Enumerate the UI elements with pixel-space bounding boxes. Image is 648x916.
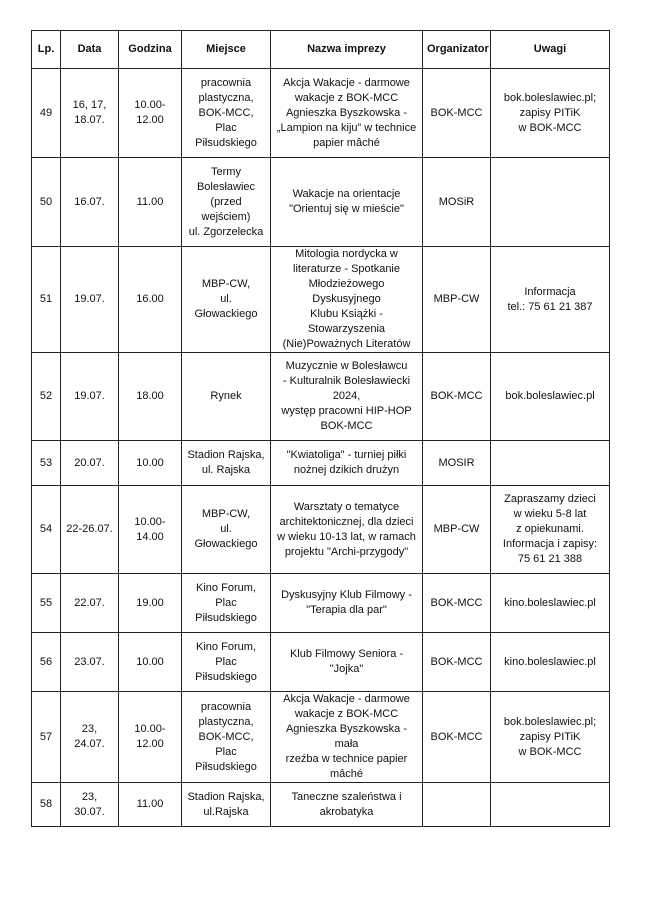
cell-data: 16, 17, 18.07. [61, 69, 119, 158]
cell-organizator [423, 783, 491, 827]
cell-godzina: 16.00 [119, 247, 182, 353]
cell-data: 20.07. [61, 441, 119, 486]
cell-data: 19.07. [61, 247, 119, 353]
cell-nazwa-imprezy: Muzycznie w Bolesławcu - Kulturalnik Bolesławiecki 2024, występ pracowni HIP-HOP BOK-MCC [271, 353, 423, 441]
header-godzina: Godzina [119, 31, 182, 69]
cell-lp: 51 [32, 247, 61, 353]
cell-uwagi [491, 441, 610, 486]
header-data: Data [61, 31, 119, 69]
cell-nazwa-imprezy: Akcja Wakacje - darmowe wakacje z BOK-MCC Agnieszka Byszkowska - mała rzeźba w technice papier mâché [271, 692, 423, 783]
cell-godzina: 19.00 [119, 574, 182, 633]
cell-lp: 56 [32, 633, 61, 692]
cell-miejsce: pracownia plastyczna, BOK-MCC, Plac Piłsudskiego [182, 69, 271, 158]
table-row [32, 353, 610, 441]
cell-nazwa-imprezy: Klub Filmowy Seniora - "Jojka" [271, 633, 423, 692]
cell-organizator: BOK-MCC [423, 353, 491, 441]
header-organizator: Organizator [423, 31, 491, 69]
cell-nazwa-imprezy: "Kwiatoliga" - turniej piłki nożnej dzikich drużyn [271, 441, 423, 486]
header-miejsce: Miejsce [182, 31, 271, 69]
cell-godzina: 10.00- 14.00 [119, 486, 182, 574]
cell-miejsce: Termy Bolesławiec (przed wejściem) ul. Zgorzelecka [182, 158, 271, 247]
cell-godzina: 10.00- 12.00 [119, 692, 182, 783]
table-row [32, 633, 610, 692]
cell-data: 23, 30.07. [61, 783, 119, 827]
cell-lp: 49 [32, 69, 61, 158]
table-row [32, 158, 610, 247]
cell-uwagi [491, 158, 610, 247]
cell-organizator: BOK-MCC [423, 633, 491, 692]
cell-godzina: 11.00 [119, 783, 182, 827]
cell-organizator: MOSiR [423, 158, 491, 247]
cell-nazwa-imprezy: Mitologia nordycka w literaturze - Spotkanie Młodzieżowego Dyskusyjnego Klubu Książki - Stowarzyszenia (Nie)Poważnych Literatów [271, 247, 423, 353]
cell-nazwa-imprezy: Akcja Wakacje - darmowe wakacje z BOK-MCC Agnieszka Byszkowska - „Lampion na kiju” w technice papier mâché [271, 69, 423, 158]
cell-uwagi: bok.boleslawiec.pl; zapisy PITiK w BOK-MCC [491, 69, 610, 158]
cell-uwagi [491, 783, 610, 827]
cell-nazwa-imprezy: Wakacje na orientacje "Orientuj się w mieście" [271, 158, 423, 247]
cell-miejsce: MBP-CW, ul. Głowackiego [182, 486, 271, 574]
header-uwagi: Uwagi [491, 31, 610, 69]
cell-data: 19.07. [61, 353, 119, 441]
cell-data: 22.07. [61, 574, 119, 633]
cell-uwagi: bok.boleslawiec.pl [491, 353, 610, 441]
cell-organizator: BOK-MCC [423, 574, 491, 633]
cell-miejsce: pracownia plastyczna, BOK-MCC, Plac Piłsudskiego [182, 692, 271, 783]
cell-lp: 55 [32, 574, 61, 633]
cell-godzina: 10.00 [119, 633, 182, 692]
cell-lp: 52 [32, 353, 61, 441]
cell-lp: 54 [32, 486, 61, 574]
cell-lp: 53 [32, 441, 61, 486]
cell-miejsce: MBP-CW, ul. Głowackiego [182, 247, 271, 353]
cell-uwagi: bok.boleslawiec.pl; zapisy PITiK w BOK-MCC [491, 692, 610, 783]
cell-godzina: 18.00 [119, 353, 182, 441]
cell-miejsce: Rynek [182, 353, 271, 441]
cell-organizator: MBP-CW [423, 486, 491, 574]
table-row [32, 247, 610, 353]
cell-godzina: 10.00 [119, 441, 182, 486]
cell-data: 23.07. [61, 633, 119, 692]
cell-uwagi: Zapraszamy dzieci w wieku 5-8 lat z opiekunami. Informacja i zapisy: 75 61 21 388 [491, 486, 610, 574]
cell-nazwa-imprezy: Taneczne szaleństwa i akrobatyka [271, 783, 423, 827]
cell-lp: 50 [32, 158, 61, 247]
table-row [32, 69, 610, 158]
cell-organizator: BOK-MCC [423, 692, 491, 783]
cell-organizator: MOSIR [423, 441, 491, 486]
table-row [32, 783, 610, 827]
header-lp: Lp. [32, 31, 61, 69]
cell-data: 23, 24.07. [61, 692, 119, 783]
table-row [32, 486, 610, 574]
cell-organizator: MBP-CW [423, 247, 491, 353]
table-row [32, 441, 610, 486]
cell-nazwa-imprezy: Dyskusyjny Klub Filmowy - "Terapia dla par" [271, 574, 423, 633]
cell-miejsce: Kino Forum, Plac Piłsudskiego [182, 633, 271, 692]
cell-data: 22-26.07. [61, 486, 119, 574]
header-nazwa-imprezy: Nazwa imprezy [271, 31, 423, 69]
cell-godzina: 10.00- 12.00 [119, 69, 182, 158]
cell-organizator: BOK-MCC [423, 69, 491, 158]
cell-nazwa-imprezy: Warsztaty o tematyce architektonicznej, dla dzieci w wieku 10-13 lat, w ramach projektu "Archi-przygody" [271, 486, 423, 574]
cell-data: 16.07. [61, 158, 119, 247]
cell-uwagi: kino.boleslawiec.pl [491, 574, 610, 633]
cell-uwagi: Informacja tel.: 75 61 21 387 [491, 247, 610, 353]
cell-lp: 57 [32, 692, 61, 783]
cell-uwagi: kino.boleslawiec.pl [491, 633, 610, 692]
cell-godzina: 11.00 [119, 158, 182, 247]
cell-miejsce: Stadion Rajska, ul. Rajska [182, 441, 271, 486]
table-row [32, 692, 610, 783]
events-table [31, 30, 610, 827]
cell-lp: 58 [32, 783, 61, 827]
cell-miejsce: Kino Forum, Plac Piłsudskiego [182, 574, 271, 633]
table-row [32, 574, 610, 633]
cell-miejsce: Stadion Rajska, ul.Rajska [182, 783, 271, 827]
header-row [32, 31, 610, 69]
